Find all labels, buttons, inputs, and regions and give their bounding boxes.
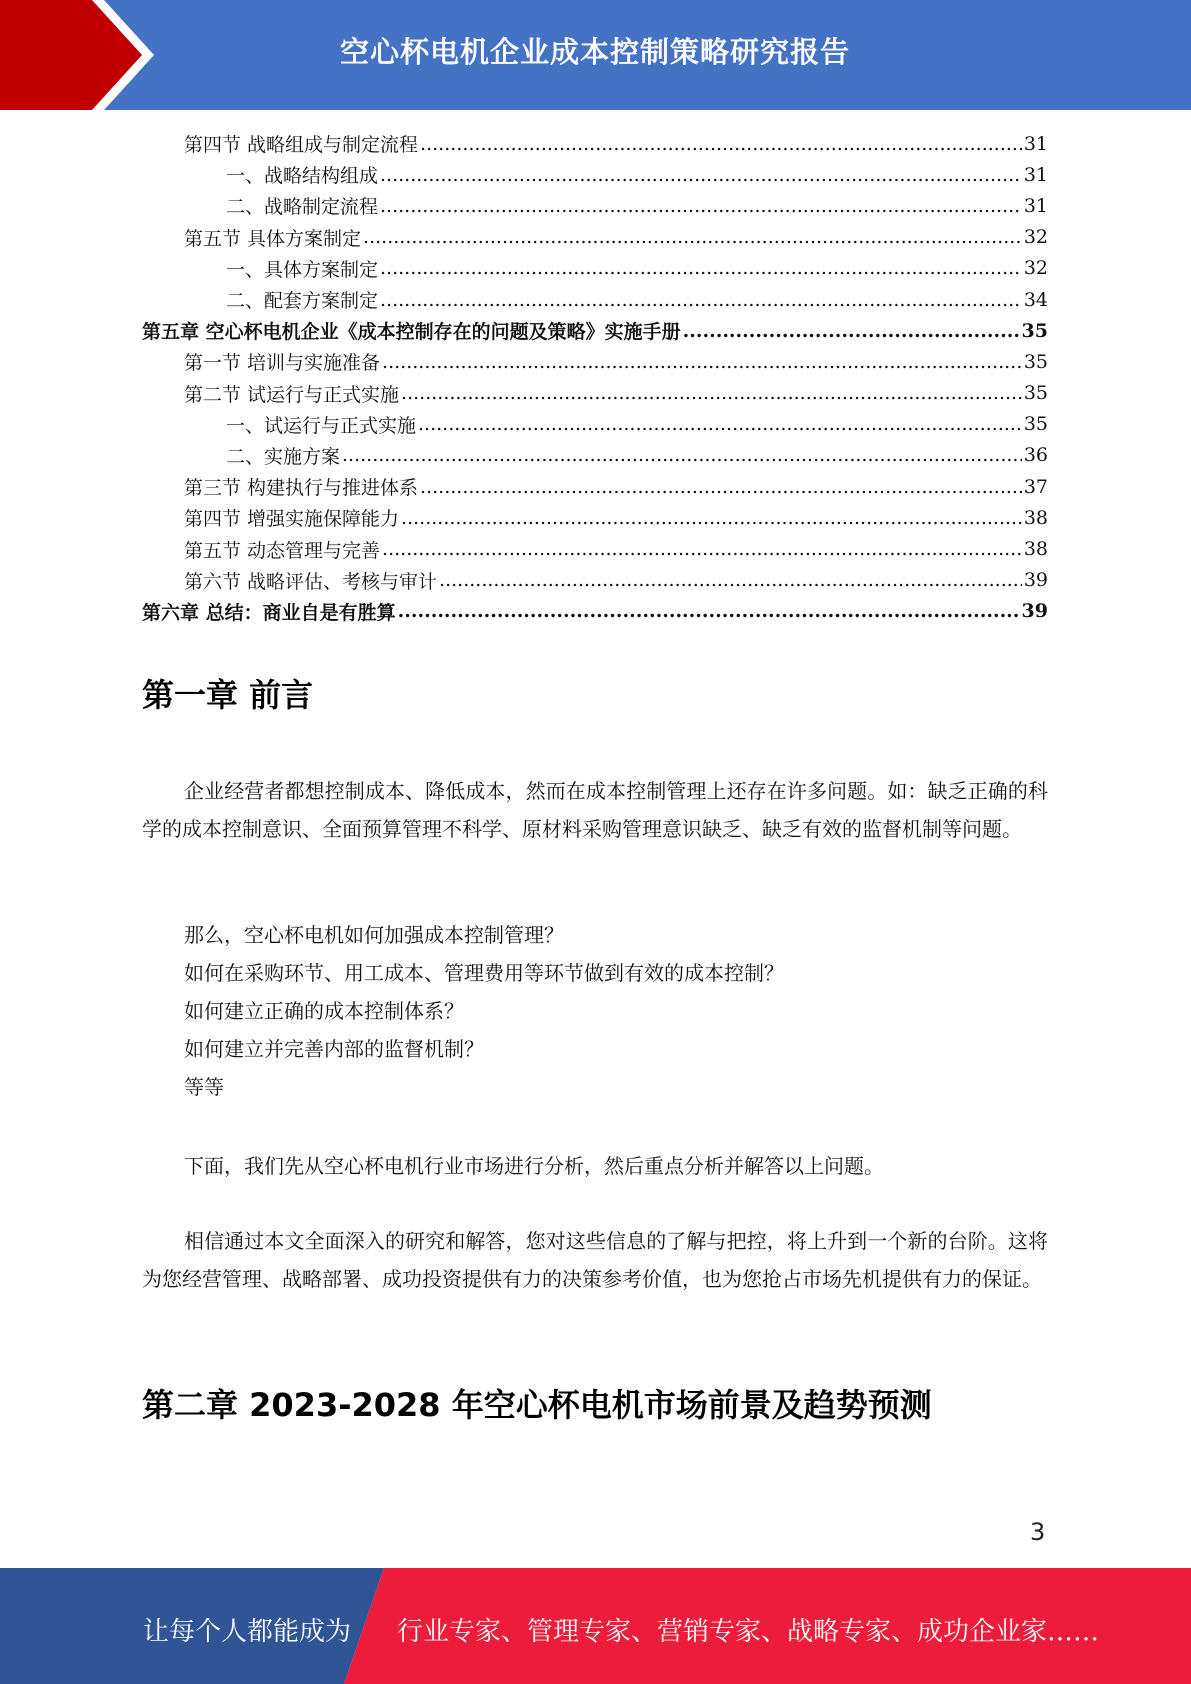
toc-entry-page: 32 (1023, 226, 1048, 249)
toc-entry-page: 38 (1023, 538, 1048, 561)
toc-dot-leader (382, 351, 1022, 373)
toc-entry[interactable] (142, 253, 1048, 284)
toc-dot-leader (380, 257, 1022, 279)
toc-dot-leader (398, 600, 1020, 622)
toc-entry-page: 38 (1023, 506, 1048, 529)
chapter-1-paragraph-3: 下面，我们先从空心杯电机行业市场进行分析，然后重点分析并解答以上问题。 (184, 1154, 884, 1178)
toc-entry-label: 第五章 空心杯电机企业《成本控制存在的问题及策略》实施手册 (142, 321, 681, 344)
toc-entry-label: 二、战略制定流程 (226, 196, 379, 219)
toc-entry[interactable] (142, 222, 1048, 253)
footer-slogan-right: 行业专家、管理专家、营销专家、战略专家、成功企业家…… (397, 1617, 1100, 1647)
toc-entry-label: 一、试运行与正式实施 (226, 414, 417, 437)
chapter-1-paragraph-4: 相信通过本文全面深入的研究和解答，您对这些信息的了解与把控，将上升到一个新的台阶。这将为您经营管理、战略部署、成功投资提供有力的决策参考价值，也为您抢占市场先机提供有力的保证。 (142, 1229, 1048, 1291)
toc-entry-label: 第五节 动态管理与完善 (184, 539, 381, 562)
question-line: 如何建立并完善内部的监督机制？ (184, 1037, 484, 1061)
toc-dot-leader (401, 507, 1022, 529)
toc-dot-leader (382, 538, 1022, 560)
toc-entry[interactable] (142, 533, 1048, 564)
page-number: 3 (1030, 1518, 1046, 1546)
question-line: 如何建立正确的成本控制体系？ (184, 999, 464, 1023)
report-title: 空心杯电机企业成本控制策略研究报告 (340, 35, 851, 69)
question-list (184, 916, 784, 1106)
toc-entry-page: 31 (1023, 194, 1048, 217)
toc-entry-label: 一、具体方案制定 (226, 258, 379, 281)
toc-entry[interactable] (142, 596, 1048, 627)
toc-entry-page: 32 (1023, 257, 1048, 280)
toc-entry-page: 39 (1023, 569, 1048, 592)
toc-dot-leader (420, 476, 1022, 498)
toc-entry-label: 第一节 培训与实施准备 (184, 352, 381, 375)
toc-entry[interactable] (142, 190, 1048, 221)
table-of-contents (142, 128, 1048, 627)
toc-entry[interactable] (142, 471, 1048, 502)
toc-dot-leader (380, 195, 1022, 217)
toc-entry[interactable] (142, 565, 1048, 596)
question-line: 如何在采购环节、用工成本、管理费用等环节做到有效的成本控制？ (184, 961, 784, 985)
toc-entry-label: 第三节 构建执行与推进体系 (184, 477, 419, 500)
toc-dot-leader (380, 289, 1022, 311)
page-header (0, 0, 1191, 110)
toc-entry-page: 35 (1023, 382, 1048, 405)
toc-dot-leader (683, 320, 1020, 342)
toc-entry[interactable] (142, 346, 1048, 377)
toc-dot-leader (401, 382, 1022, 404)
toc-entry[interactable] (142, 502, 1048, 533)
toc-entry-label: 第六章 总结：商业自是有胜算 (142, 601, 396, 624)
toc-dot-leader (380, 164, 1022, 186)
toc-dot-leader (420, 133, 1022, 155)
toc-entry-label: 第五节 具体方案制定 (184, 227, 362, 250)
toc-entry-page: 35 (1023, 413, 1048, 436)
chapter-2-heading: 第二章 2023-2028 年空心杯电机市场前景及趋势预测 (142, 1386, 932, 1424)
toc-dot-leader (418, 413, 1022, 435)
chapter-1-paragraph-1: 企业经营者都想控制成本、降低成本，然而在成本控制管理上还存在许多问题。如：缺乏正确的科学的成本控制意识、全面预算管理不科学、原材料采购管理意识缺乏、缺乏有效的监督机制等问题。 (142, 779, 1048, 841)
toc-dot-leader (363, 226, 1022, 248)
toc-entry[interactable] (142, 315, 1048, 346)
toc-entry-label: 二、配套方案制定 (226, 290, 379, 313)
toc-entry[interactable] (142, 440, 1048, 471)
toc-dot-leader (342, 444, 1022, 466)
toc-entry[interactable] (142, 128, 1048, 159)
toc-entry-page: 31 (1023, 132, 1048, 155)
toc-entry-label: 一、战略结构组成 (226, 165, 379, 188)
toc-entry[interactable] (142, 378, 1048, 409)
page-footer (0, 1568, 1191, 1684)
toc-entry-page: 36 (1023, 444, 1048, 467)
toc-entry[interactable] (142, 159, 1048, 190)
toc-entry-page: 39 (1021, 600, 1048, 623)
toc-entry-page: 34 (1023, 288, 1048, 311)
footer-slogan-left: 让每个人都能成为 (143, 1617, 352, 1647)
question-line: 那么，空心杯电机如何加强成本控制管理？ (184, 923, 564, 947)
toc-entry-page: 35 (1023, 350, 1048, 373)
toc-entry-label: 第四节 增强实施保障能力 (184, 508, 400, 531)
toc-entry-label: 第四节 战略组成与制定流程 (184, 134, 419, 157)
toc-entry[interactable] (142, 409, 1048, 440)
toc-entry-page: 35 (1021, 319, 1048, 342)
toc-entry-label: 第二节 试运行与正式实施 (184, 383, 400, 406)
toc-dot-leader (439, 569, 1022, 591)
toc-entry-label: 二、实施方案 (226, 445, 341, 468)
toc-entry-label: 第六节 战略评估、考核与审计 (184, 570, 438, 593)
toc-entry-page: 31 (1023, 163, 1048, 186)
question-line: 等等 (184, 1075, 224, 1099)
toc-entry-page: 37 (1023, 475, 1048, 498)
toc-entry[interactable] (142, 284, 1048, 315)
chapter-1-heading: 第一章 前言 (142, 676, 314, 714)
